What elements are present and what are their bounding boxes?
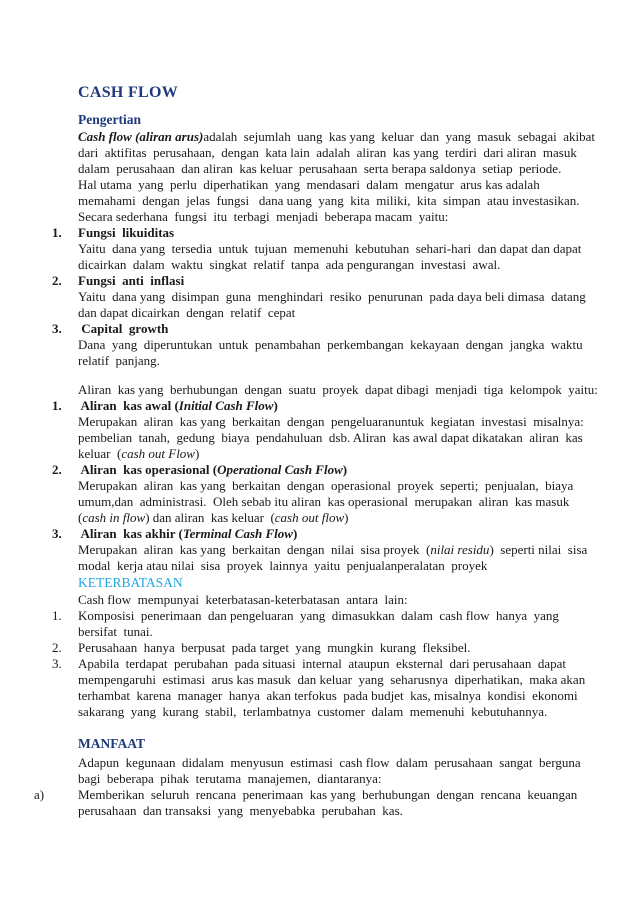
list-item-line: pembelian tanah, gedung biaya pendahuluan dsb. Aliran kas awal dapat dikatakan aliran kas xyxy=(78,430,583,445)
list-number: 2. xyxy=(52,462,62,477)
italic-text: nilai residu xyxy=(430,542,490,557)
list-item-title: Aliran kas operasional (Operational Cash Flow) xyxy=(78,462,348,477)
paragraph-line: memahami dengan jelas fungsi dana uang yang kita miliki, kita simpan atau investasikan. xyxy=(78,193,580,208)
list-number: 3. xyxy=(52,321,62,336)
list-item-line xyxy=(78,447,199,461)
paragraph-line: Cash flow mempunyai keterbatasan-keterbatasan antara lain: xyxy=(78,592,408,607)
list-item-line: umum,dan administrasi. Oleh sebab itu aliran kas operasional merupakan aliran kas masuk xyxy=(78,494,570,509)
list-item-line: Merupakan aliran kas yang berkaitan dengan pengeluaranuntuk kegiatan investasi misalnya: xyxy=(78,414,584,429)
list-number: 1. xyxy=(52,225,62,240)
list-item-line xyxy=(78,511,348,525)
italic-text: cash out flow xyxy=(274,510,345,525)
page-title: CASH FLOW xyxy=(78,84,179,101)
text: ) xyxy=(194,446,200,461)
paragraph-line: Adapun kegunaan didalam menyusun estimasi cash flow dalam perusahaan sangat berguna xyxy=(78,755,581,770)
definition-rest: adalah sejumlah uang kas yang keluar dan yang masuk sebagai akibat xyxy=(203,129,596,144)
list-item-line: Memberikan seluruh rencana penerimaan kas yang berhubungan dengan rencana keuangan xyxy=(78,787,578,802)
list-item-line: relatif panjang. xyxy=(78,353,160,368)
section-heading-keterbatasan: KETERBATASAN xyxy=(78,575,183,590)
list-item-line: mempengaruhi estimasi arus kas masuk dan keluar yang seharusnya diperhatikan, maka akan xyxy=(78,672,586,687)
title-english: Initial Cash Flow xyxy=(178,398,274,413)
list-number: 1. xyxy=(52,608,62,623)
definition-line xyxy=(78,130,595,144)
text: ) dan aliran kas keluar ( xyxy=(145,510,275,525)
list-number: 3. xyxy=(52,526,62,541)
paragraph-line: dalam perusahaan dan aliran kas keluar perusahaan serta berapa saldonya setiap periode. xyxy=(78,161,562,176)
list-item-title: Capital growth xyxy=(78,321,169,336)
list-item-line: Perusahaan hanya berpusat pada target yang mungkin kurang fleksibel. xyxy=(78,640,471,655)
text: ) xyxy=(344,510,349,525)
text: Merupakan aliran kas yang berkaitan dengan nilai sisa proyek ( xyxy=(78,542,431,557)
list-item-title: Fungsi likuiditas xyxy=(78,225,175,240)
list-letter: a) xyxy=(34,787,45,802)
list-item-line: dicairkan dalam waktu singkat relatif tanpa ada pengurangan investasi awal. xyxy=(78,257,501,272)
title-english: Terminal Cash Flow xyxy=(182,526,293,541)
paragraph-line: Aliran kas yang berhubungan dengan suatu proyek dapat dibagi menjadi tiga kelompok yaitu: xyxy=(78,382,598,397)
list-item-line: Yaitu dana yang tersedia untuk tujuan memenuhi kebutuhan sehari-hari dan dapat dan dapat xyxy=(78,241,582,256)
list-number: 2. xyxy=(52,273,62,288)
list-number: 1. xyxy=(52,398,62,413)
section-heading-manfaat: MANFAAT xyxy=(78,736,145,751)
list-number: 3. xyxy=(52,656,62,671)
italic-text: cash in flow xyxy=(82,510,146,525)
list-item-line: Komposisi penerimaan dan pengeluaran yang dimasukkan dalam cash flow hanya yang xyxy=(78,608,559,623)
list-item-line: perusahaan dan transaksi yang menyebabka perubahan kas. xyxy=(78,803,403,818)
list-item-line: dan dapat dicairkan dengan relatif cepat xyxy=(78,305,296,320)
paragraph-line: dari aktifitas perusahaan, dengan kata lain adalah aliran kas yang terdiri dari aliran masuk xyxy=(78,145,577,160)
title-english: Operational Cash Flow xyxy=(217,462,343,477)
list-number: 2. xyxy=(52,640,62,655)
title-text: Aliran kas operasional xyxy=(78,462,210,477)
list-item-line: Dana yang diperuntukan untuk penambahan perkembangan kekayaan dengan jangka waktu xyxy=(78,337,583,352)
list-item-line: terhambat karena manager hanya akan terfokus pada budjet kas, misalnya kondisi ekonomi xyxy=(78,688,578,703)
paragraph-line: Secara sederhana fungsi itu terbagi menjadi beberapa macam yaitu: xyxy=(78,209,449,224)
text: keluar ( xyxy=(78,446,122,461)
list-item-title: Aliran kas akhir (Terminal Cash Flow) xyxy=(78,526,298,541)
list-item-line: bersifat tunai. xyxy=(78,624,153,639)
italic-text: cash out Flow xyxy=(121,446,195,461)
list-item-line: Merupakan aliran kas yang berkaitan dengan operasional proyek seperti; penjualan, biaya xyxy=(78,478,574,493)
list-item-line: modal kerja atau nilai sisa proyek lainnya yaitu penjualanperalatan proyek xyxy=(78,558,488,573)
list-item-line xyxy=(78,543,587,557)
paragraph-line: Hal utama yang perlu diperhatikan yang mendasari dalam mengatur arus kas adalah xyxy=(78,177,540,192)
title-text: Aliran kas awal xyxy=(78,398,172,413)
list-item-title: Aliran kas awal (Initial Cash Flow) xyxy=(78,398,278,413)
list-item-line: sakarang yang kurang stabil, terlambatnya customer dalam memenuhi kebutuhannya. xyxy=(78,704,548,719)
title-text: Aliran kas akhir xyxy=(78,526,176,541)
list-item-line: Yaitu dana yang disimpan guna menghindari resiko penurunan pada daya beli dimasa datang xyxy=(78,289,586,304)
text: ) seperti nilai sisa xyxy=(489,542,588,557)
text: ( xyxy=(78,510,83,525)
section-heading-pengertian: Pengertian xyxy=(78,112,141,127)
definition-term: Cash flow (aliran arus) xyxy=(78,129,204,144)
paragraph-line: bagi beberapa pihak terutama manajemen, diantaranya: xyxy=(78,771,382,786)
list-item-line: Apabila terdapat perubahan pada situasi internal ataupun eksternal dari perusahaan dapat xyxy=(78,656,567,671)
list-item-title: Fungsi anti inflasi xyxy=(78,273,185,288)
